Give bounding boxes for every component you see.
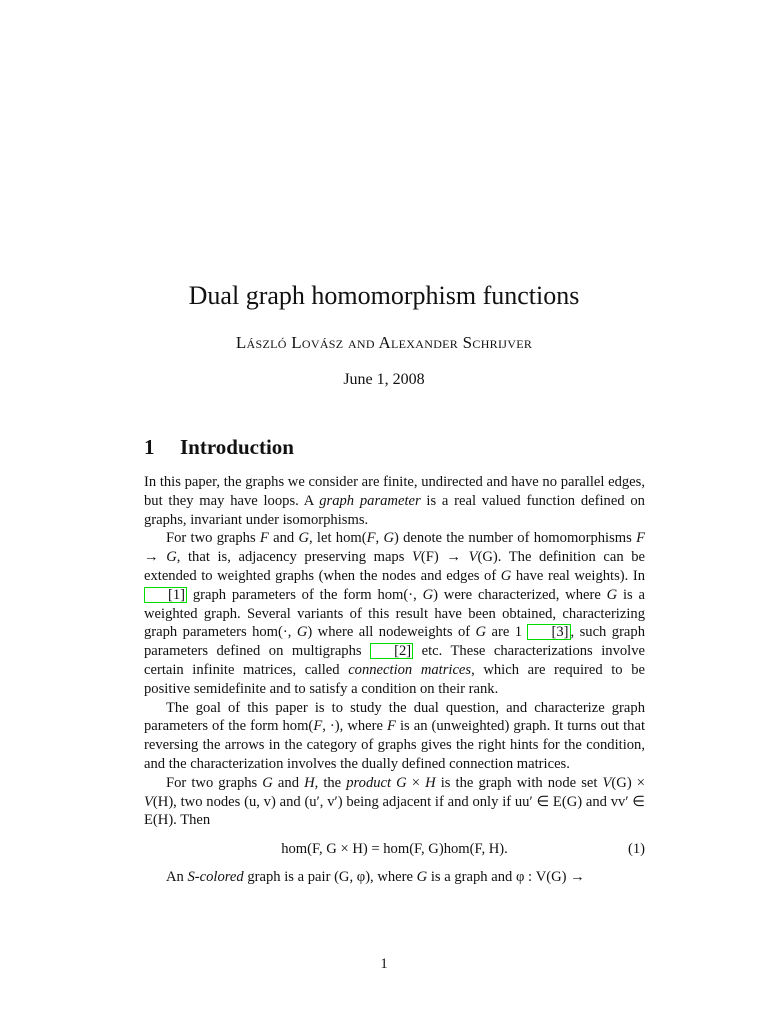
term-connection-matrices: connection matrices <box>348 661 472 678</box>
section-title: Introduction <box>180 435 294 459</box>
paragraph-5: An S-colored graph is a pair (G, φ), where G is a graph and φ : V(G) → <box>166 869 585 886</box>
paragraph-2: For two graphs F and G, let hom(F, G) denote the number of homomorphisms F → G, that is, adjacency preserving maps V(F) → V(G). The definition can be extended to weighted graphs (when the nodes and edges of G have real weights). In [1] graph parameters of the form hom(·, G) were characterized, where G is a weighted graph. Several variants of this result have been obtained, characterizing graph parameters hom(·, G) where all nodeweights of G are 1 [3] , such graph parameters defined on multigraphs [2] etc. These characterizations involve certain infinite matrices, called connection matrices, which are required to be positive semidefinite and to satisfy a condition on their rank. <box>144 530 646 697</box>
paragraph-4: For two graphs G and H, the product G × H is the graph with node set V(G) × V(H), two nodes (u, v) and (u′, v′) being adjacent if and only if uu′ ∈ E(G) and vv′ ∈ E(H). Then <box>144 774 645 829</box>
equation-1 <box>144 830 645 868</box>
section-heading <box>144 434 294 460</box>
paper-date: June 1, 2008 <box>343 371 425 388</box>
paper-title: Dual graph homomorphism functions <box>188 281 580 310</box>
body-text <box>144 473 645 887</box>
paragraph-3: The goal of this paper is to study the dual question, and characterize graph parameters of the form hom(F, ·), where F is an (unweighted) graph. It turns out that reversing the arrows in the category of graphs gives the right hints for the condition, and the characterization involves the dually defined connection matrices. <box>144 699 646 772</box>
term-graph-parameter: graph parameter <box>319 492 421 509</box>
citation-1[interactable]: [1] <box>144 587 187 603</box>
citation-2[interactable]: [2] <box>370 643 413 659</box>
term-product: product <box>346 774 392 791</box>
citation-3[interactable]: [3] <box>527 624 570 640</box>
page-number: 1 <box>380 956 388 972</box>
equation-body: hom(F, G × H) = hom(F, G)hom(F, H). <box>281 841 508 858</box>
section-number: 1 <box>144 435 155 459</box>
term-s-colored: S-colored <box>187 869 244 886</box>
paper-authors: László Lovász and Alexander Schrijver <box>235 333 533 352</box>
equation-number: (1) <box>627 841 645 858</box>
paragraph-1: In this paper, the graphs we consider are finite, undirected and have no parallel edges, but they may have loops. A graph parameter is a real valued function defined on graphs, invariant under isomorphisms. <box>144 474 645 528</box>
